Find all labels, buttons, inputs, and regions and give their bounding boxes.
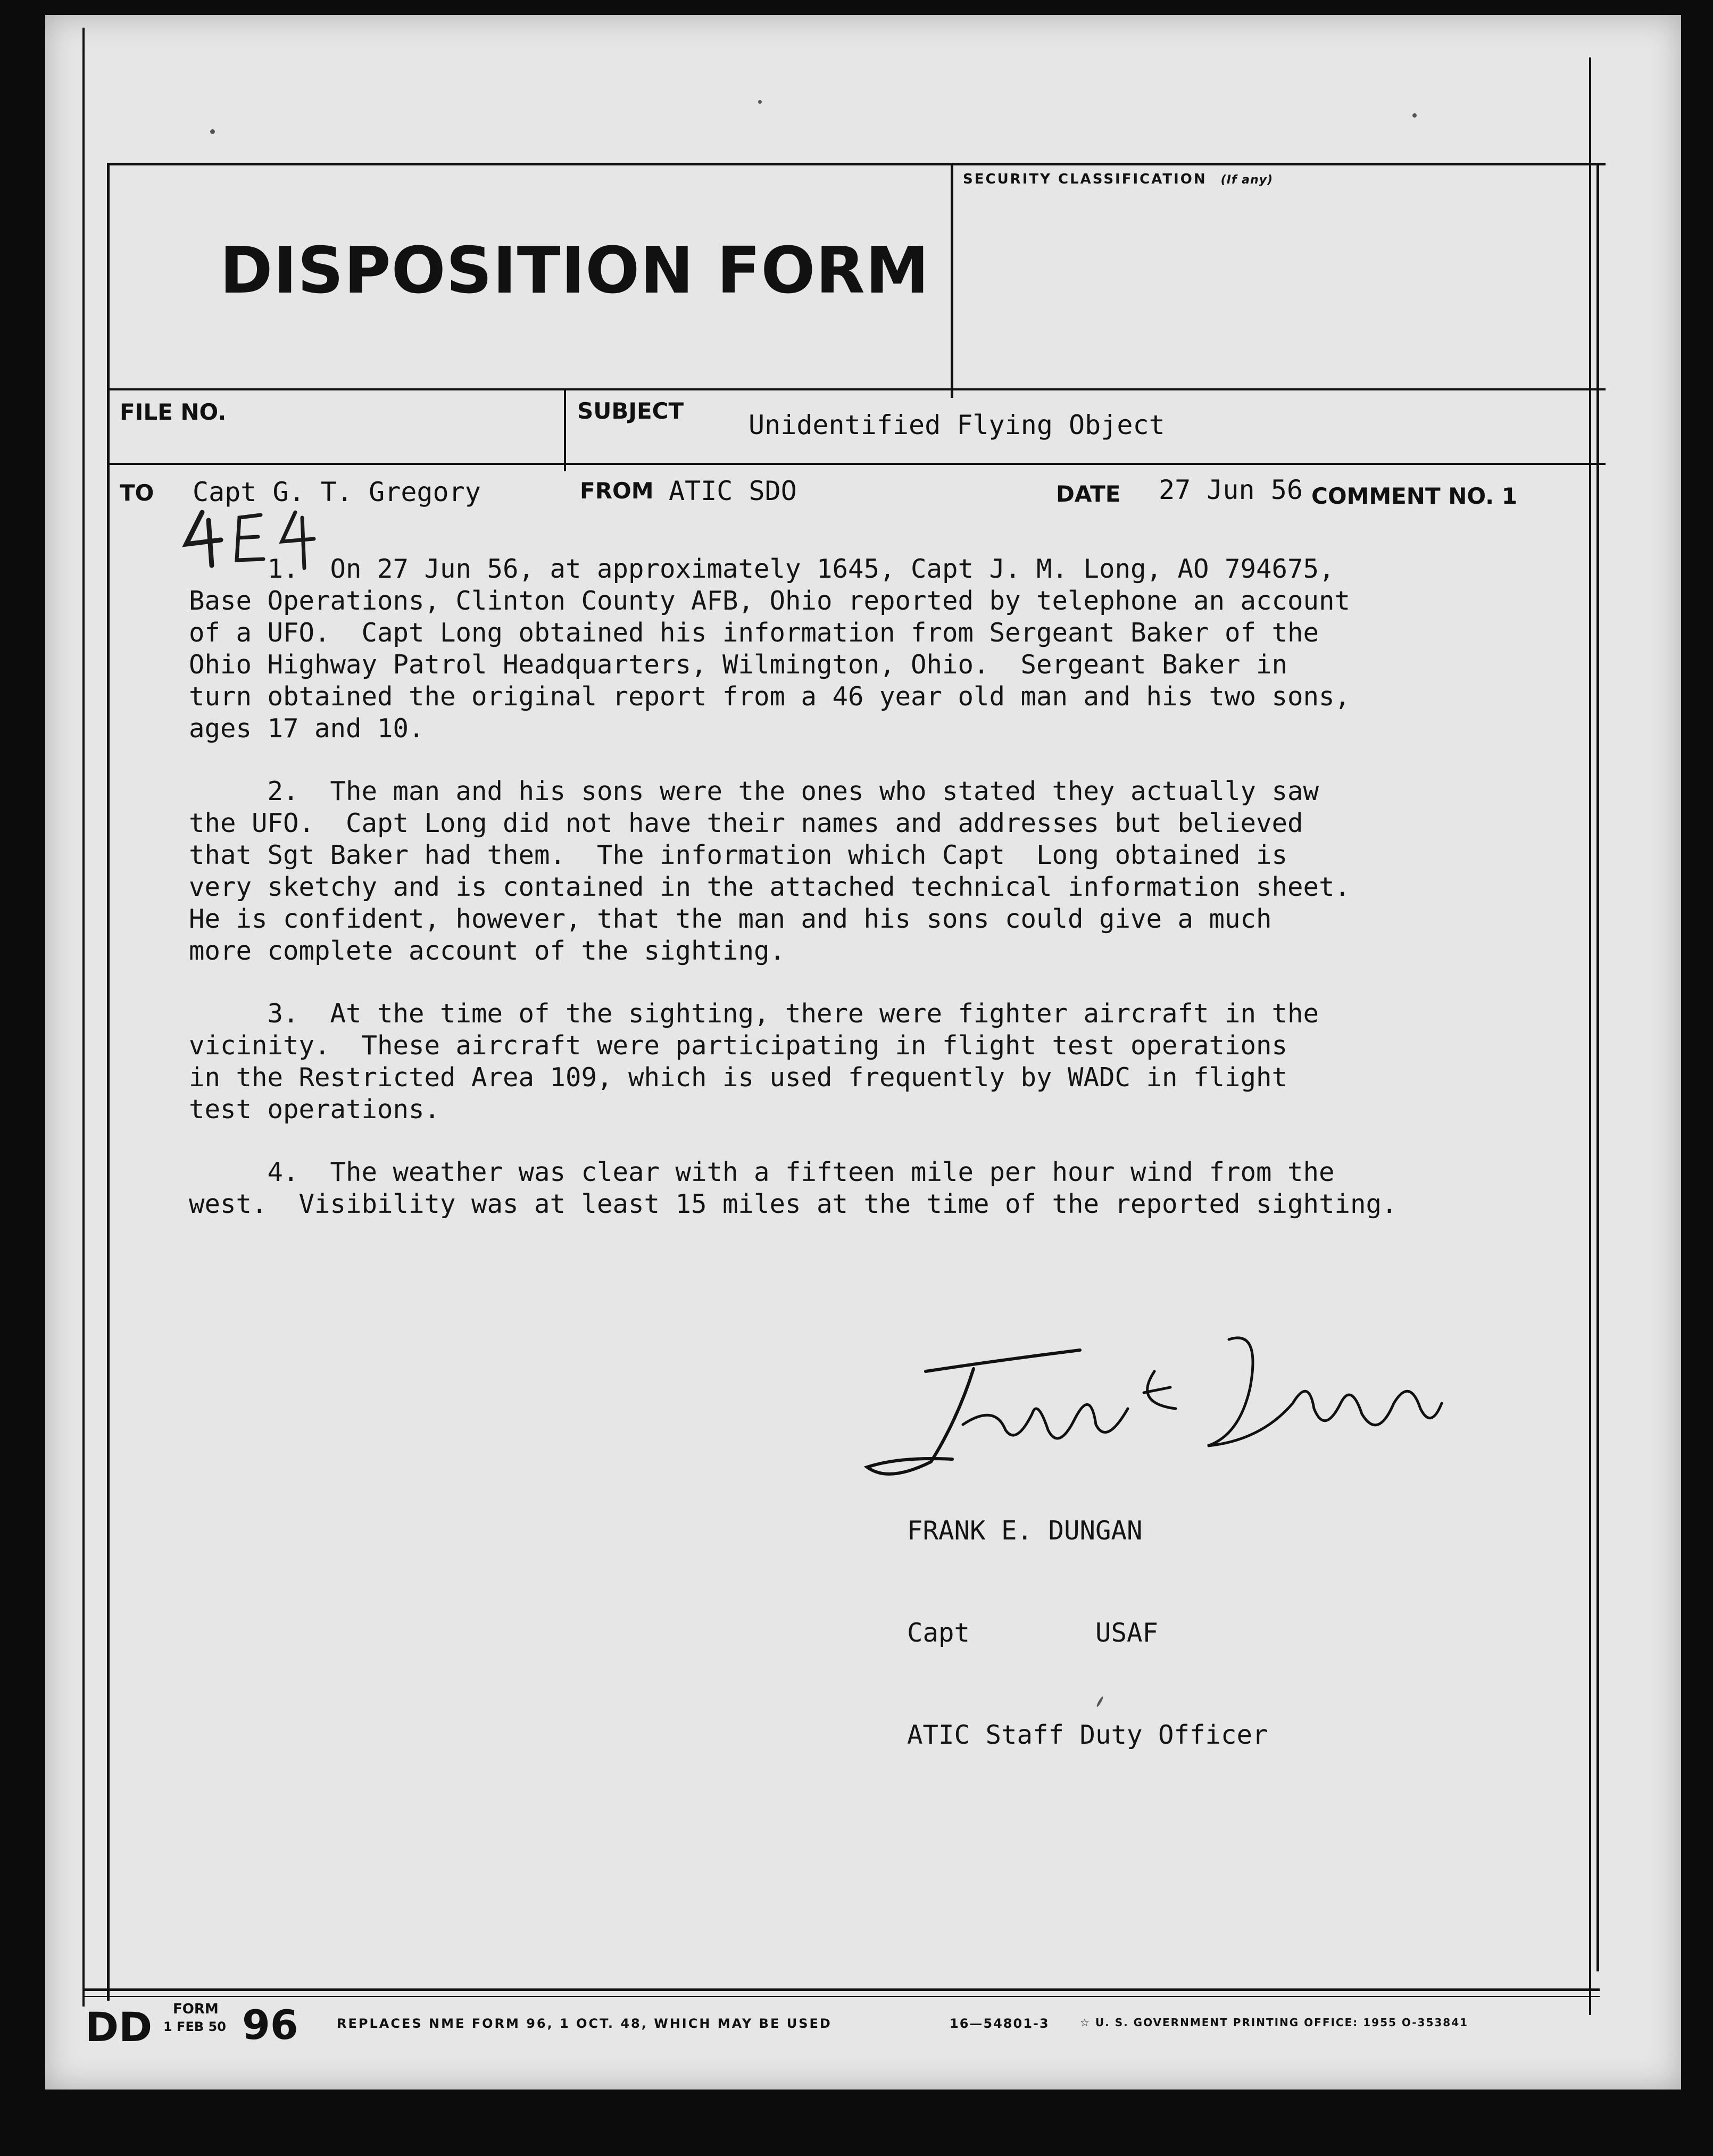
form-border-left bbox=[107, 163, 110, 2001]
document-sheet bbox=[45, 15, 1681, 2090]
footer-dd: DD bbox=[85, 2003, 153, 2051]
form-title: DISPOSITION FORM bbox=[220, 234, 930, 308]
footer-form-word: FORM bbox=[173, 2001, 219, 2017]
outer-right-border bbox=[1589, 57, 1591, 2015]
to-value: Capt G. T. Gregory bbox=[193, 477, 481, 507]
paragraph-4: 4. The weather was clear with a fifteen mile per hour wind from the west. Visibility was at least 15 miles at the time of the reported sighting. bbox=[189, 1157, 1398, 1219]
scan-speck bbox=[758, 100, 762, 104]
to-label: TO bbox=[120, 480, 154, 506]
signer-title: ATIC Staff Duty Officer bbox=[907, 1720, 1268, 1750]
from-label: FROM bbox=[580, 478, 654, 504]
paragraph-3: 3. At the time of the sighting, there were fighter aircraft in the vicinity. These aircraft were participating in flight test operations in the Restricted Area 109, which is used frequently by WADC in flight test operations. bbox=[189, 998, 1319, 1125]
file-subject-divider bbox=[564, 389, 566, 471]
form-border-top bbox=[108, 163, 1606, 165]
header-row-line bbox=[108, 388, 1606, 390]
footer-replaces-note: REPLACES NME FORM 96, 1 OCT. 48, WHICH MAY BE USED bbox=[337, 2016, 832, 2031]
scan-speck bbox=[1412, 113, 1417, 118]
footer-rule bbox=[84, 1988, 1600, 1991]
footer-form-date: 1 FEB 50 bbox=[163, 2019, 226, 2034]
signer-rank: Capt USAF bbox=[907, 1618, 1159, 1648]
footer-rule-thin bbox=[84, 1996, 1600, 1997]
security-classification-text: SECURITY CLASSIFICATION bbox=[963, 171, 1207, 187]
from-value: ATIC SDO bbox=[669, 476, 797, 506]
file-row-line bbox=[108, 463, 1606, 465]
security-classification-label bbox=[963, 171, 1273, 187]
signature-block bbox=[907, 1446, 1268, 1820]
security-divider bbox=[951, 164, 953, 398]
footer-form-number: 96 bbox=[242, 2001, 298, 2049]
signer-name: FRANK E. DUNGAN bbox=[907, 1516, 1143, 1546]
date-label: DATE bbox=[1056, 481, 1121, 507]
footer-stock-number: 16—54801-3 bbox=[950, 2016, 1050, 2031]
subject-value: Unidentified Flying Object bbox=[749, 410, 1165, 440]
memo-body bbox=[189, 553, 1476, 1251]
paragraph-1: 1. On 27 Jun 56, at approximately 1645, Capt J. M. Long, AO 794675, Base Operations, Clinton County AFB, Ohio reported by telephone an account of a UFO. Capt Long obtained his information from Sergeant Baker of the Ohio Highway Patrol Headquarters, Wilmington, Ohio. Sergeant Baker in turn obtained the original report from a 46 year old man and his two sons, ages 17 and 10. bbox=[189, 554, 1351, 744]
outer-left-border bbox=[82, 28, 85, 2007]
scan-speck bbox=[210, 129, 215, 134]
file-no-label: FILE NO. bbox=[120, 399, 227, 425]
comment-number: COMMENT NO. 1 bbox=[1311, 483, 1517, 509]
paragraph-2: 2. The man and his sons were the ones who stated they actually saw the UFO. Capt Long did not have their names and addresses but believed that Sgt Baker had them. The information which Capt Long obtained is very sketchy and is contained in the attached technical information sheet. He is confident, however, that the man and his sons could give a much more complete account of the sighting. bbox=[189, 776, 1351, 966]
date-value: 27 Jun 56 bbox=[1159, 475, 1303, 505]
subject-label: SUBJECT bbox=[577, 398, 684, 424]
footer-printing-office: ☆ U. S. GOVERNMENT PRINTING OFFICE: 1955 O-353841 bbox=[1080, 2016, 1469, 2029]
form-border-right bbox=[1596, 163, 1599, 1971]
security-classification-hint: (If any) bbox=[1220, 173, 1274, 187]
